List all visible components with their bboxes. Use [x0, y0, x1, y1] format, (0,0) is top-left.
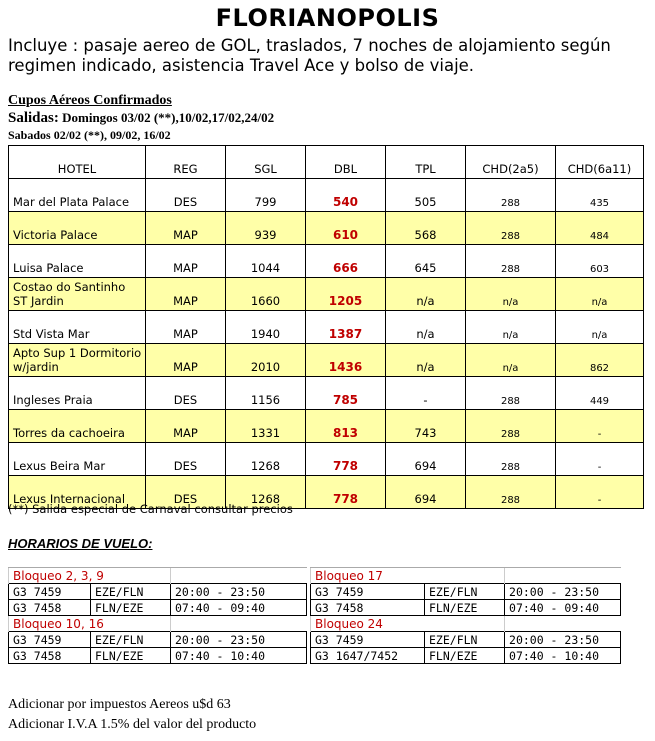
- page-title: FLORIANOPOLIS: [215, 4, 440, 32]
- header-dbl: DBL: [306, 146, 386, 179]
- flight-times: 20:00 - 23:50: [171, 584, 307, 600]
- header-tpl: TPL: [386, 146, 466, 179]
- price-chd-2a5: 288: [466, 443, 556, 476]
- price-sgl: 1331: [226, 410, 306, 443]
- bloqueo-header: [9, 616, 307, 632]
- bloqueo-header-empty: [505, 568, 621, 584]
- hotel-name: Lexus Internacional: [9, 476, 146, 509]
- regimen: MAP: [146, 311, 226, 344]
- table-row: [9, 311, 644, 344]
- flights-right-table: [310, 567, 621, 664]
- flight-route: FLN/EZE: [425, 600, 505, 616]
- price-chd-6a11: 449: [556, 377, 644, 410]
- flight-row: [311, 648, 621, 664]
- regimen: MAP: [146, 410, 226, 443]
- table-row: [9, 410, 644, 443]
- salidas-domingos: [8, 110, 274, 127]
- price-sgl: 1156: [226, 377, 306, 410]
- flight-route: EZE/FLN: [91, 584, 171, 600]
- flight-times: 20:00 - 23:50: [171, 632, 307, 648]
- header-hotel: HOTEL: [9, 146, 146, 179]
- cupos-heading: Cupos Aéreos Confirmados: [8, 93, 172, 108]
- flight-route: FLN/EZE: [425, 648, 505, 664]
- hotel-name: Mar del Plata Palace: [9, 179, 146, 212]
- table-row: [9, 377, 644, 410]
- regimen: DES: [146, 179, 226, 212]
- flight-row: [9, 632, 307, 648]
- price-sgl: 1660: [226, 278, 306, 311]
- flight-number: G3 7459: [311, 632, 425, 648]
- price-dbl: 1387: [306, 311, 386, 344]
- regimen: DES: [146, 476, 226, 509]
- price-tpl: n/a: [386, 278, 466, 311]
- header-sgl: SGL: [226, 146, 306, 179]
- flight-route: FLN/EZE: [91, 648, 171, 664]
- flight-number: G3 7459: [9, 584, 91, 600]
- table-row: [9, 443, 644, 476]
- bloqueo-header: [9, 568, 307, 584]
- price-chd-6a11: -: [556, 476, 644, 509]
- hotel-name: Lexus Beira Mar: [9, 443, 146, 476]
- flight-times: 07:40 - 09:40: [171, 600, 307, 616]
- price-dbl: 778: [306, 443, 386, 476]
- price-tpl: 568: [386, 212, 466, 245]
- header-reg: REG: [146, 146, 226, 179]
- flights-left-table: [8, 567, 307, 664]
- price-sgl: 1268: [226, 443, 306, 476]
- regimen: MAP: [146, 245, 226, 278]
- hotel-name: Apto Sup 1 Dormitorio w/jardin: [9, 344, 146, 377]
- flight-times: 20:00 - 23:50: [505, 632, 621, 648]
- price-sgl: 939: [226, 212, 306, 245]
- price-sgl: 2010: [226, 344, 306, 377]
- regimen: MAP: [146, 278, 226, 311]
- hotel-name: Std Vista Mar: [9, 311, 146, 344]
- flight-row: [311, 584, 621, 600]
- price-dbl: 1205: [306, 278, 386, 311]
- salidas-domingos-dates: Domingos 03/02 (**),10/02,17/02,24/02: [58, 110, 275, 125]
- hotel-name: Ingleses Praia: [9, 377, 146, 410]
- price-chd-2a5: n/a: [466, 278, 556, 311]
- flight-route: EZE/FLN: [425, 632, 505, 648]
- flight-number: G3 7458: [9, 600, 91, 616]
- regimen: MAP: [146, 212, 226, 245]
- price-dbl: 1436: [306, 344, 386, 377]
- flight-route: EZE/FLN: [91, 632, 171, 648]
- price-dbl: 813: [306, 410, 386, 443]
- price-tpl: 743: [386, 410, 466, 443]
- bloqueo-header-empty: [171, 616, 307, 632]
- price-sgl: 1044: [226, 245, 306, 278]
- bloqueo-header: [311, 568, 621, 584]
- price-chd-2a5: 288: [466, 179, 556, 212]
- hotel-name: Torres da cachoeira: [9, 410, 146, 443]
- header-chd-2a5: CHD(2a5): [466, 146, 556, 179]
- price-tpl: -: [386, 377, 466, 410]
- regimen: DES: [146, 377, 226, 410]
- package-description: Incluye : pasaje aereo de GOL, traslados, 7 noches de alojamiento según regimen indicado, asistencia Travel Ace y bolso de viaje.: [8, 36, 611, 75]
- hotel-name: Costao do Santinho ST Jardin: [9, 278, 146, 311]
- price-dbl: 666: [306, 245, 386, 278]
- price-tpl: 694: [386, 443, 466, 476]
- flight-times: 07:40 - 10:40: [505, 648, 621, 664]
- flight-times: 07:40 - 09:40: [505, 600, 621, 616]
- price-tpl: 694: [386, 476, 466, 509]
- flight-number: G3 7458: [311, 600, 425, 616]
- table-row: [9, 245, 644, 278]
- flight-route: EZE/FLN: [425, 584, 505, 600]
- flight-times: 20:00 - 23:50: [505, 584, 621, 600]
- table-header-row: [9, 146, 644, 179]
- price-sgl: 1940: [226, 311, 306, 344]
- hotel-name: Victoria Palace: [9, 212, 146, 245]
- price-dbl: 540: [306, 179, 386, 212]
- bloqueo-label: Bloqueo 17: [311, 568, 505, 584]
- carnaval-note: (**) Salida especial de Carnaval consultar precios: [8, 502, 293, 516]
- price-sgl: 799: [226, 179, 306, 212]
- bloqueo-header-empty: [505, 616, 621, 632]
- hotel-name: Luisa Palace: [9, 245, 146, 278]
- bloqueo-header-empty: [171, 568, 307, 584]
- flight-number: G3 7459: [311, 584, 425, 600]
- price-chd-6a11: 603: [556, 245, 644, 278]
- price-chd-6a11: n/a: [556, 278, 644, 311]
- price-tpl: 505: [386, 179, 466, 212]
- price-chd-2a5: 288: [466, 212, 556, 245]
- table-row: [9, 278, 644, 311]
- flight-route: FLN/EZE: [91, 600, 171, 616]
- table-row: [9, 212, 644, 245]
- bloqueo-label: Bloqueo 2, 3, 9: [9, 568, 171, 584]
- salidas-sabados: Sabados 02/02 (**), 09/02, 16/02: [8, 128, 171, 142]
- price-dbl: 778: [306, 476, 386, 509]
- iva-note: Adicionar I.V.A 1.5% del valor del producto: [8, 717, 257, 732]
- flight-times: 07:40 - 10:40: [171, 648, 307, 664]
- price-chd-6a11: -: [556, 443, 644, 476]
- price-tpl: 645: [386, 245, 466, 278]
- price-chd-2a5: 288: [466, 377, 556, 410]
- price-tpl: n/a: [386, 311, 466, 344]
- bloqueo-header: [311, 616, 621, 632]
- flight-row: [9, 648, 307, 664]
- bloqueo-label: Bloqueo 10, 16: [9, 616, 171, 632]
- flight-number: G3 7459: [9, 632, 91, 648]
- table-row: [9, 344, 644, 377]
- impuestos-note: Adicionar por impuestos Aereos u$d 63: [8, 697, 231, 712]
- regimen: DES: [146, 443, 226, 476]
- price-sgl: 1268: [226, 476, 306, 509]
- price-chd-6a11: -: [556, 410, 644, 443]
- salidas-label: Salidas:: [8, 110, 59, 126]
- price-chd-2a5: n/a: [466, 311, 556, 344]
- flight-row: [311, 600, 621, 616]
- flight-row: [9, 584, 307, 600]
- flight-number: G3 1647/7452: [311, 648, 425, 664]
- regimen: MAP: [146, 344, 226, 377]
- price-dbl: 610: [306, 212, 386, 245]
- flight-number: G3 7458: [9, 648, 91, 664]
- price-chd-6a11: 862: [556, 344, 644, 377]
- table-row: [9, 179, 644, 212]
- price-dbl: 785: [306, 377, 386, 410]
- price-chd-6a11: 484: [556, 212, 644, 245]
- price-chd-2a5: 288: [466, 476, 556, 509]
- price-chd-6a11: n/a: [556, 311, 644, 344]
- price-chd-2a5: 288: [466, 410, 556, 443]
- price-tpl: n/a: [386, 344, 466, 377]
- hotel-price-table: [8, 145, 644, 509]
- flight-row: [9, 600, 307, 616]
- price-chd-6a11: 435: [556, 179, 644, 212]
- flight-row: [311, 632, 621, 648]
- bloqueo-label: Bloqueo 24: [311, 616, 505, 632]
- price-chd-2a5: 288: [466, 245, 556, 278]
- header-chd-6a11: CHD(6a11): [556, 146, 644, 179]
- horarios-heading: HORARIOS DE VUELO:: [8, 536, 153, 551]
- price-chd-2a5: n/a: [466, 344, 556, 377]
